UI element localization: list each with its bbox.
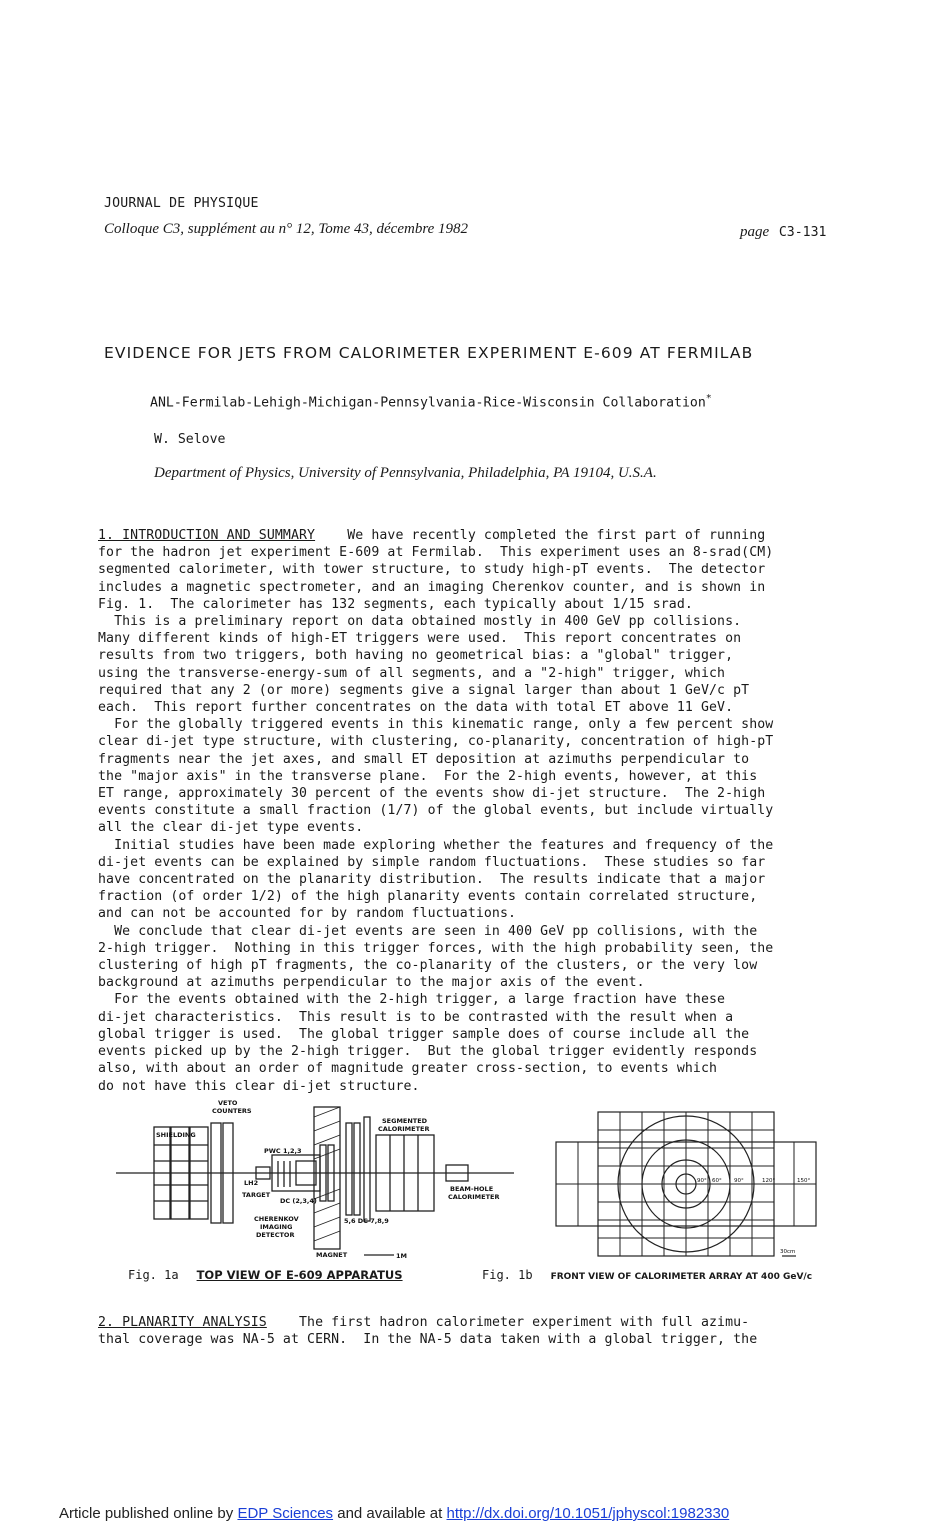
- figure-1b-title: FRONT VIEW OF CALORIMETER ARRAY AT 400 GeV/c: [550, 1272, 813, 1282]
- label-imaging: IMAGING: [260, 1223, 293, 1231]
- section-1-line: background at azimuths perpendicular to the major axis of the event.: [98, 975, 645, 991]
- section-1-line: We have recently completed the first part of running: [315, 528, 766, 543]
- section-1-line: clustering of high pT fragments, the co-planarity of the clusters, or the very low: [98, 958, 758, 974]
- section-1-line: clear di-jet type structure, with clustering, co-planarity, concentration of high-pT: [98, 734, 774, 750]
- collaboration-name: ANL-Fermilab-Lehigh-Michigan-Pennsylvania-Rice-Wisconsin Collaboration: [150, 395, 706, 411]
- label-scale: 1M: [396, 1252, 407, 1260]
- journal-name: JOURNAL DE PHYSIQUE: [104, 196, 259, 211]
- section-1-line: using the transverse-energy-sum of all segments, and a "2-high" trigger, which: [98, 665, 726, 681]
- footer-middle: and available at: [333, 1505, 447, 1522]
- author: W. Selove: [154, 432, 226, 447]
- section-1-line: events picked up by the 2-high trigger. But the global trigger evidently responds: [98, 1044, 758, 1060]
- section-1-line: also, with about an order of magnitude greater cross-section, to events which: [98, 1061, 718, 1077]
- section-1-line: di-jet characteristics. This result is to be contrasted with the result when a: [98, 1009, 734, 1025]
- collaboration: [150, 393, 712, 410]
- doi-link[interactable]: http://dx.doi.org/10.1051/jphyscol:1982330: [446, 1505, 730, 1522]
- section-1-line: fragments near the jet axes, and small ET deposition at azimuths perpendicular to: [98, 751, 750, 767]
- label-pwc: PWC 1,2,3: [264, 1147, 302, 1155]
- section-1-line: Initial studies have been made exploring whether the features and frequency of the: [98, 837, 774, 853]
- magnet: [314, 1107, 340, 1249]
- section-2-heading: 2. PLANARITY ANALYSIS: [98, 1315, 267, 1330]
- collaboration-footnote-mark: *: [705, 393, 712, 404]
- page-label: page: [740, 224, 770, 240]
- section-1-line: We conclude that clear di-jet events are seen in 400 GeV pp collisions, with the: [98, 923, 758, 939]
- label-calorimeter: CALORIMETER: [378, 1125, 430, 1133]
- figure-1: [98, 1095, 838, 1290]
- section-1-line: Fig. 1. The calorimeter has 132 segments, each typically about 1/15 srad.: [98, 596, 693, 612]
- section-1-line: This is a preliminary report on data obtained mostly in 400 GeV pp collisions.: [98, 614, 742, 630]
- figure-1a-title: TOP VIEW OF E-609 APPARATUS: [196, 1268, 403, 1282]
- section-1-line: global trigger is used. The global trigger sample does of course include all the: [98, 1026, 750, 1042]
- label-beamhole-cal: CALORIMETER: [448, 1193, 500, 1201]
- section-1-line: segmented calorimeter, with tower structure, to study high-pT events. The detector: [98, 562, 766, 578]
- figure-1b-label: Fig. 1b: [482, 1268, 533, 1282]
- section-1-line: results from two triggers, both having no geometrical bias: a "global" trigger,: [98, 648, 734, 664]
- angle-label: 120°: [762, 1178, 776, 1184]
- angle-label: 90°: [697, 1178, 707, 1184]
- label-cherenkov: CHERENKOV: [254, 1215, 299, 1223]
- section-1-line: For the globally triggered events in this kinematic range, only a few percent show: [98, 717, 774, 733]
- figure-1a-diagram: [114, 1095, 514, 1260]
- section-1-line: For the events obtained with the 2-high trigger, a large fraction have these: [98, 992, 726, 1008]
- label-magnet: MAGNET: [316, 1251, 348, 1259]
- figure-1b-diagram: [554, 1110, 834, 1275]
- footer: [59, 1505, 729, 1522]
- section-1-line: for the hadron jet experiment E-609 at Fermilab. This experiment uses an 8-srad(CM): [98, 545, 774, 561]
- section-1-line: the "major axis" in the transverse plane. For the 2-high events, however, at this: [98, 768, 758, 784]
- section-1-heading: 1. INTRODUCTION AND SUMMARY: [98, 528, 316, 543]
- label-detector: DETECTOR: [256, 1231, 295, 1239]
- section-1-line: Many different kinds of high-ET triggers were used. This report concentrates on: [98, 631, 742, 647]
- figure-1a-caption: [128, 1268, 403, 1282]
- label-dc56: 5,6 DC 7,8,9: [344, 1217, 389, 1225]
- section-1-line: and can not be accounted for by random fluctuations.: [98, 906, 517, 922]
- figure-1a-label: Fig. 1a: [128, 1268, 179, 1282]
- section-1-line: 2-high trigger. Nothing in this trigger forces, with the high probability seen, the: [98, 940, 774, 956]
- label-veto: VETO: [218, 1099, 238, 1107]
- section-2-line: The first hadron calorimeter experiment with full azimu-: [266, 1315, 750, 1330]
- label-segmented: SEGMENTED: [382, 1117, 428, 1125]
- label-target: TARGET: [242, 1191, 271, 1199]
- section-1-line: ET range, approximately 30 percent of the events show di-jet structure. The 2-high: [98, 786, 766, 802]
- colloque-info: Colloque C3, supplément au n° 12, Tome 43, décembre 1982: [104, 221, 469, 237]
- angle-label: 60°: [712, 1178, 722, 1184]
- section-2: [98, 1314, 838, 1348]
- section-1-line: required that any 2 (or more) segments give a signal larger than about 1 GeV/c pT: [98, 682, 750, 698]
- label-counters: COUNTERS: [212, 1107, 252, 1115]
- section-2-line: thal coverage was NA-5 at CERN. In the NA-5 data taken with a global trigger, the: [98, 1332, 758, 1348]
- paper-title: EVIDENCE FOR JETS FROM CALORIMETER EXPERIMENT E-609 AT FERMILAB: [104, 344, 754, 362]
- page-number-value: C3-131: [778, 225, 827, 240]
- section-1-line: di-jet events can be explained by simple random fluctuations. These studies so far: [98, 854, 766, 870]
- label-shielding: SHIELDING: [156, 1131, 196, 1139]
- section-1-line: all the clear di-jet type events.: [98, 820, 364, 836]
- label-beamhole: BEAM-HOLE: [450, 1185, 494, 1193]
- footer-prefix: Article published online by: [59, 1505, 238, 1522]
- section-1: [98, 527, 838, 1095]
- page-number: [740, 221, 826, 241]
- section-1-line: fraction (of order 1/2) of the high planarity events contain correlated structure,: [98, 889, 758, 905]
- angle-label: 150°: [797, 1178, 811, 1184]
- section-1-line: includes a magnetic spectrometer, and an imaging Cherenkov counter, and is shown in: [98, 579, 766, 595]
- figure-1b-caption: [482, 1268, 812, 1282]
- label-dc: DC (2,3,4): [280, 1197, 317, 1205]
- section-1-line: each. This report further concentrates on the data with total ET above 11 GeV.: [98, 700, 734, 716]
- section-1-line: do not have this clear di-jet structure.: [98, 1078, 420, 1094]
- affiliation: Department of Physics, University of Pennsylvania, Philadelphia, PA 19104, U.S.A.: [154, 465, 657, 481]
- scale-label: 30cm: [780, 1249, 796, 1255]
- angle-label: 90°: [734, 1178, 744, 1184]
- section-1-line: events constitute a small fraction (1/7) of the global events, but include virtually: [98, 803, 774, 819]
- section-1-line: have concentrated on the planarity distribution. The results indicate that a major: [98, 872, 766, 888]
- publisher-link[interactable]: EDP Sciences: [237, 1505, 334, 1522]
- label-lh2: LH2: [244, 1179, 259, 1187]
